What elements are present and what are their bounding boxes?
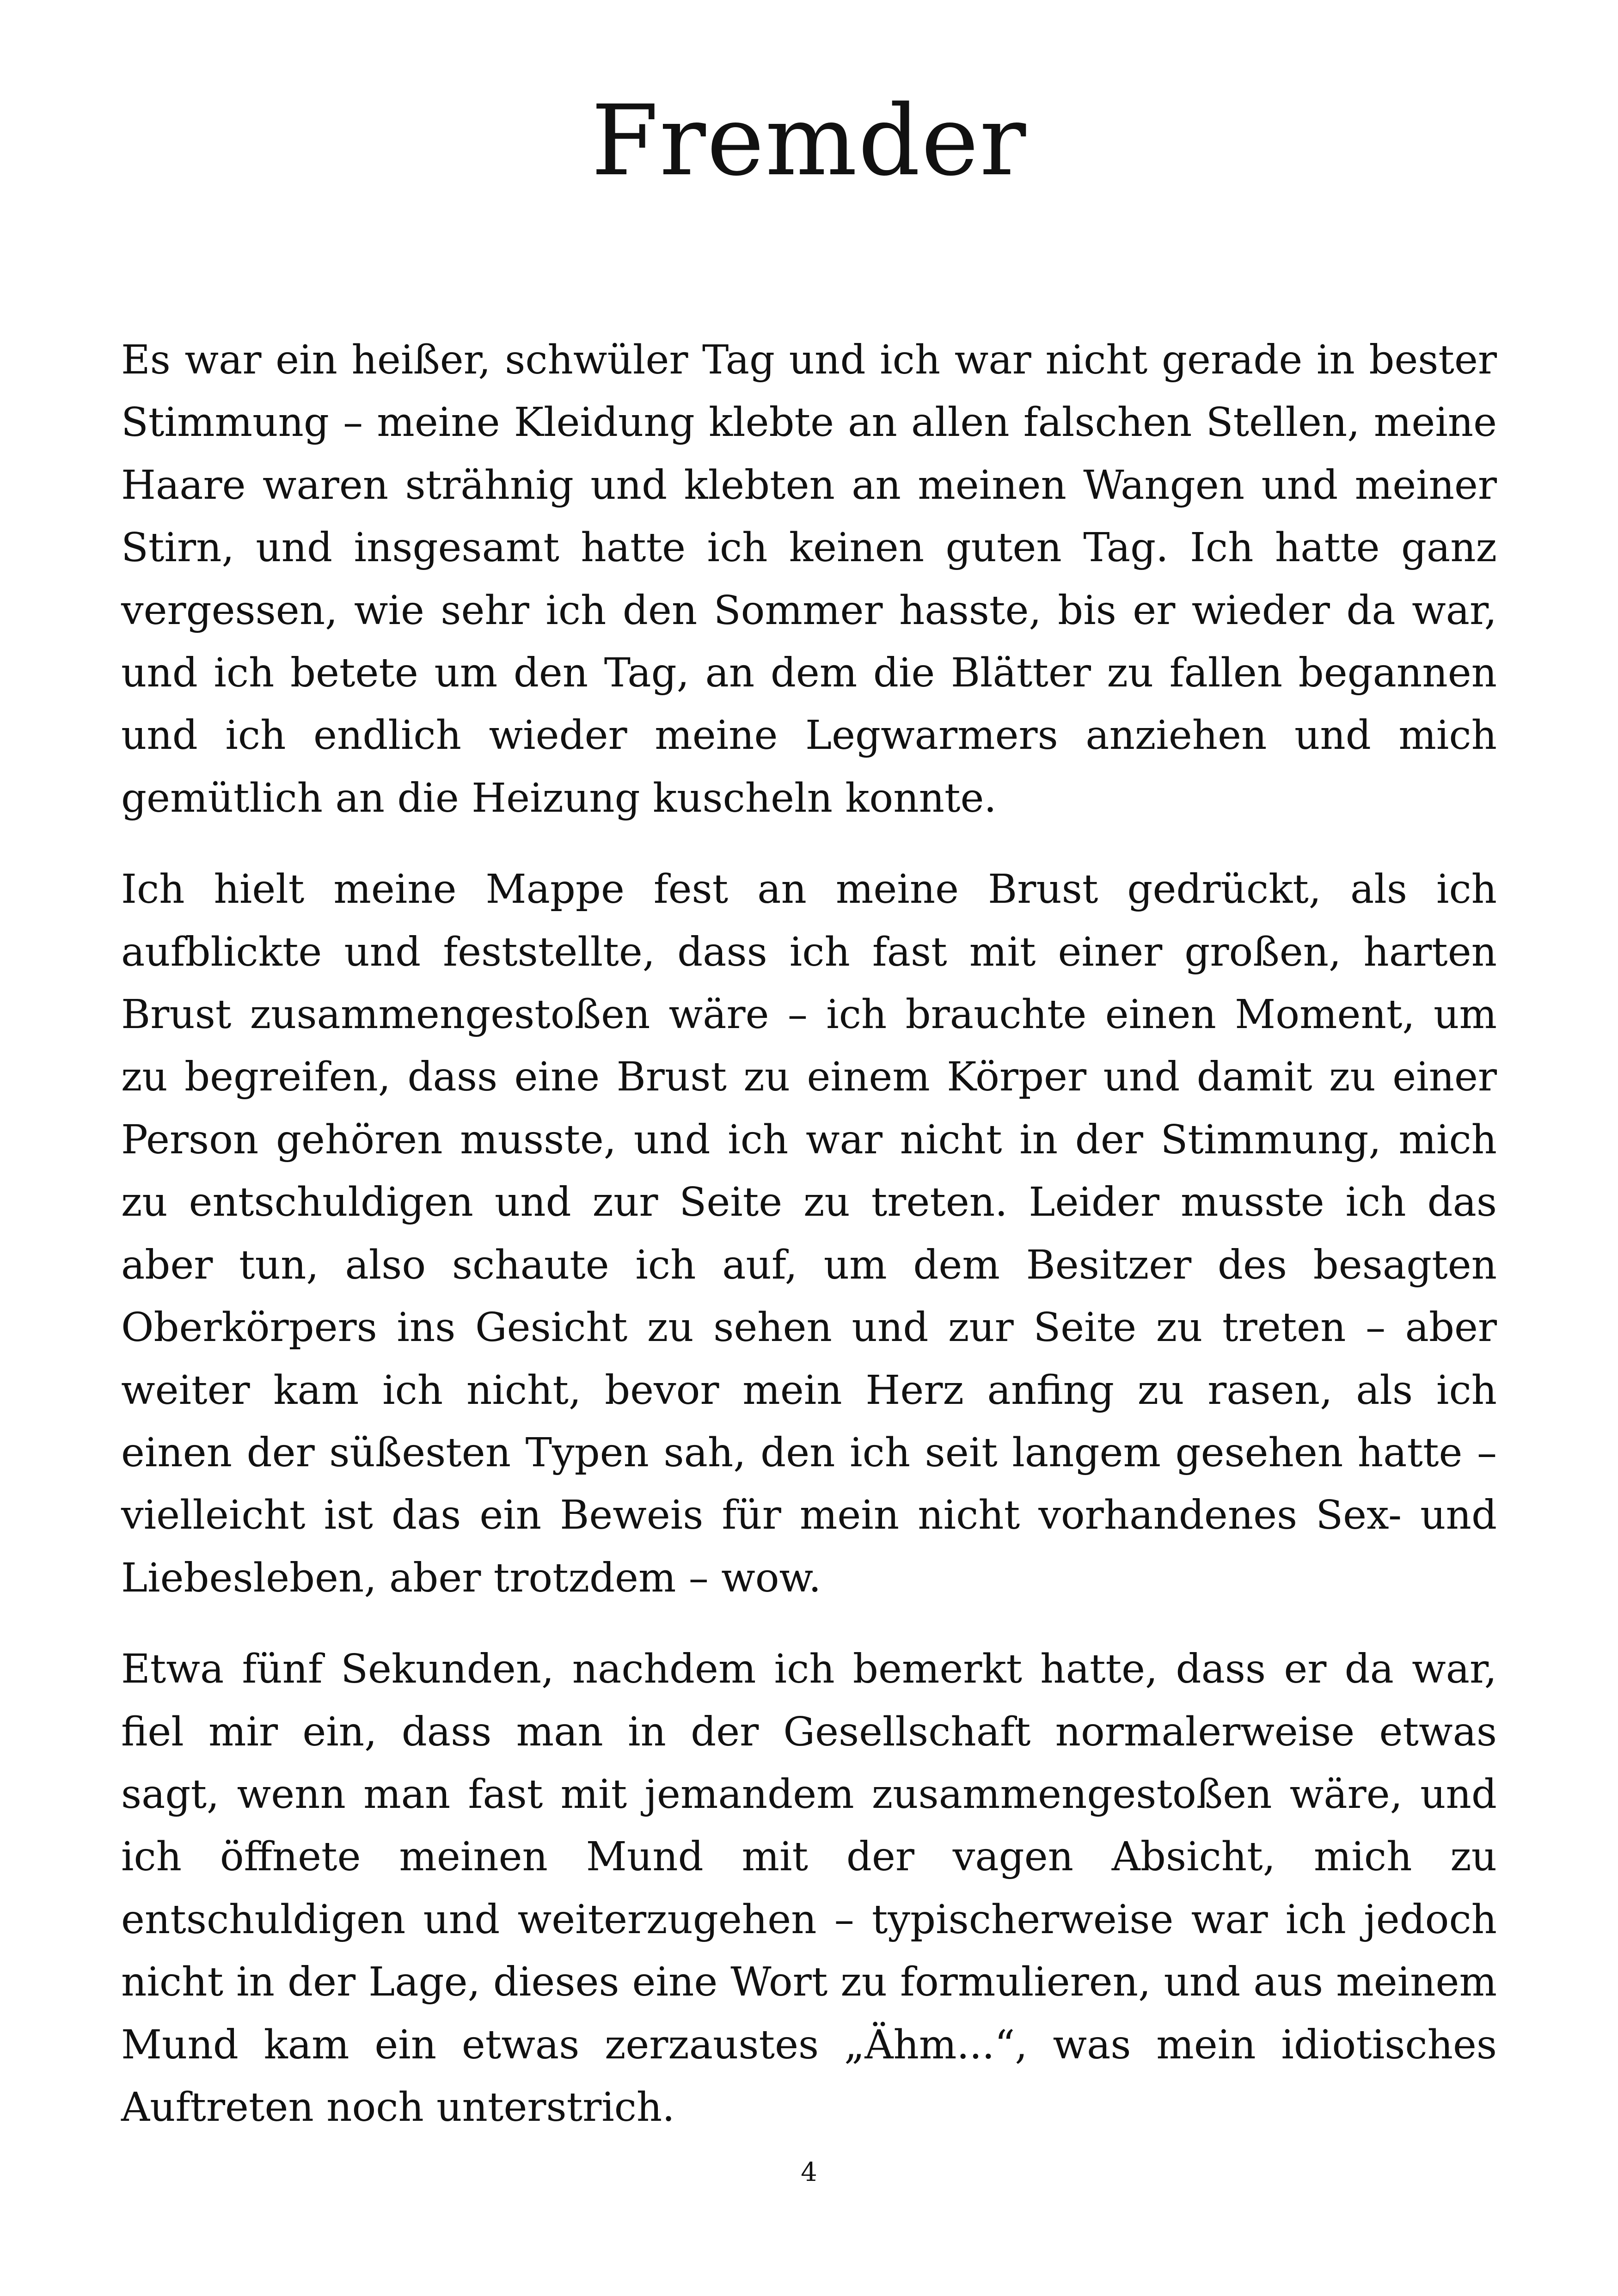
paragraph-2: Ich hielt meine Mappe fest an meine Brust gedrückt, als ich aufblickte und feststellte, dass ich fast mit einer großen, harten Brust zusammengestoßen wäre – ich brauchte einen Moment, um zu begreifen, dass eine Brust zu einem Körper und damit zu einer Person gehören musste, und ich war nicht in der Stimmung, mich zu entschuldigen und zur Seite zu treten. Leider musste ich das aber tun, also schaute ich auf, um dem Besitzer des besagten Oberkörpers ins Gesicht zu sehen und zur Seite zu treten – aber weiter kam ich nicht, bevor mein Herz anfing zu rasen, als ich einen der süßesten Typen sah, den ich seit langem gesehen hatte – vielleicht ist das ein Beweis für mein nicht vorhandenes Sex- und Liebesleben, aber trotzdem – wow. [121, 866, 1497, 1601]
paragraph-1: Es war ein heißer, schwüler Tag und ich war nicht gerade in bester Stimmung – meine Kleidung klebte an allen falschen Stellen, meine Haare waren strähnig und klebten an meinen Wangen und meiner Stirn, und insgesamt hatte ich keinen guten Tag. Ich hatte ganz vergessen, wie sehr ich den Sommer hasste, bis er wieder da war, und ich betete um den Tag, an dem die Blätter zu fallen begannen und ich endlich wieder meine Legwarmers anziehen und mich gemütlich an die Heizung kuscheln konnte. [121, 337, 1497, 821]
page-number: 4 [801, 2157, 817, 2187]
chapter-title: Fremder [591, 84, 1027, 197]
paragraph-3: Etwa fünf Sekunden, nachdem ich bemerkt hatte, dass er da war, fiel mir ein, dass man in der Gesellschaft normalerweise etwas sagt, wenn man fast mit jemandem zusammengestoßen wäre, und ich öffnete meinen Mund mit der vagen Absicht, mich zu entschuldigen und weiterzugehen – typischerweise war ich jedoch nicht in der Lage, dieses eine Wort zu formulieren, und aus meinem Mund kam ein etwas zerzaustes „Ähm...“, was mein idiotisches Auftreten noch unterstrich. [121, 1646, 1497, 2131]
body-text [121, 329, 1497, 2167]
